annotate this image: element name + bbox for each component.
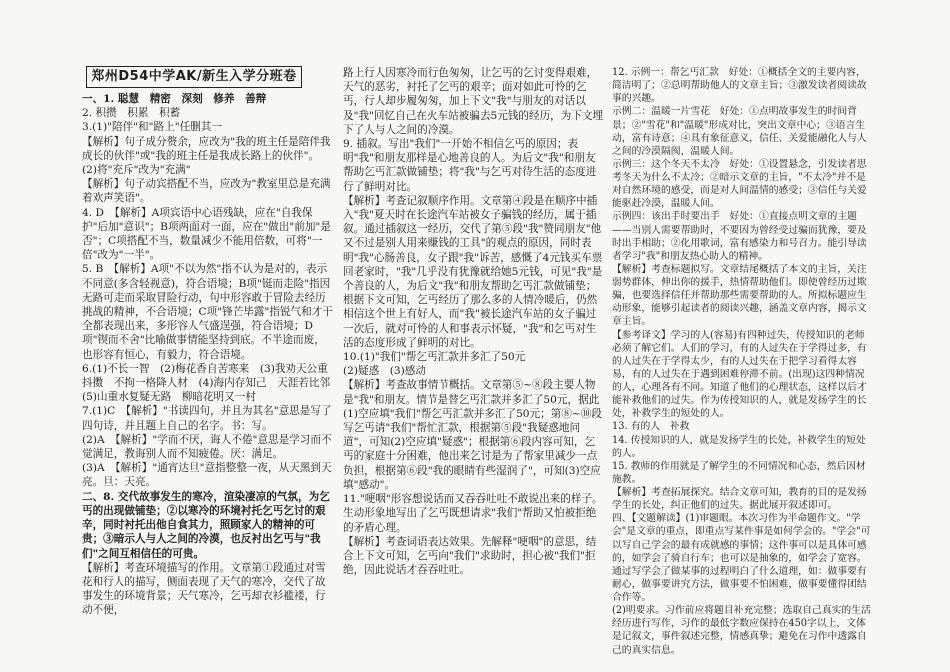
col3-paragraph: 14. 传授知识的人，就是发扬学生的长处，补救学生的短处的人。	[612, 434, 866, 459]
col1-paragraph: 3.(1)"陪伴"和"路上"任删其一	[82, 121, 222, 134]
col2-paragraph: 路上行人因寒冷而行色匆匆，让乞丐的乞讨变得艰难，天气的恶劣，衬托了乞丐的艰辛；面对如此可怜的乞丐，行人却步履匆匆，加上下文"我"与朋友的对话以及"我"回忆自己在火车站被骗去5元钱的经历，为下文埋下了人与人之间的冷漠。	[343, 67, 604, 136]
col1-paragraph: 一、1. 聪慧 精密 深刻 修养 善辩	[82, 93, 267, 105]
col1-paragraph: 二、8. 交代故事发生的寒冷，渲染凄凉的气氛，为乞丐的出现做铺垫；②以寒冷的环境衬托乞丐乞讨的艰辛，同时衬托出他自食其力，照顾家人的精神的可贵；③暗示人与人之间的冷漠，也反衬出乞丐与"我们"之间互相信任的可贵。	[82, 490, 330, 560]
col1-paragraph: 【解析】句子成分赘余，应改为"我的班主任是陪伴我成长的伙伴"或"我的班主任是我成长路上的伙伴"。	[82, 135, 331, 162]
col1-paragraph: 7.(1)C 【解析】"书读四句，并且为其名"意思是写了四句诗，并且题上自己的名字。书：写。	[82, 405, 332, 432]
col3-paragraph: 15. 教师的作用就是了解学生的不同情况和心态，然后因材施教。	[612, 460, 866, 485]
col1-paragraph: 【解析】考查环境描写的作用。文章第①段通过对雪花和行人的描写，侧面表现了天气的寒冷，交代了故事发生的环境背景；天气寒冷，乞丐却衣衫褴褛，行动不便，	[82, 561, 326, 617]
col3-paragraph: 【解析】考查标题拟写。文章结尾概括了本文的主旨，关注弱势群体，伸出你的援手，热情帮助他们。即使曾经历过欺骗，也要选择信任并帮助那些需要帮助的人。所拟标题应生动形象，能够引起读者的阅读兴趣，涵盖文章内容，揭示文章主旨。	[612, 263, 867, 328]
col2-paragraph: (2)疑惑 (3)感动	[343, 365, 426, 378]
col2-paragraph: 【解析】考查记叙顺序作用。文章第④段是在顺序中插入"我"夏天时在长途汽车站被女子骗钱的经历，属于插叙。通过插叙这一经历，交代了第⑤段"我"赞同朋友"他又不过是别人用来赚钱的工具"的观点的原因，同时表明"我"心肠善良，女子跟"我"诉苦，感慨了4元钱买车票回老家时，"我"几乎没有犹豫就给她5元钱，可见"我"是个善良的人，为后文"我"和朋友帮助乞丐汇款做铺垫；根据下文可知，乞丐经历了那么多的人情冷暖后，仍然相信这个世上有好人，而"我"被长途汽车站的女子骗过一次后，就对可怜的人和事表示怀疑，"我"和乞丐对生活的态度形成了鲜明的对比。	[343, 194, 603, 349]
col1-paragraph: (2)A 【解析】"学而不厌，诲人不倦"意思是学习而不觉满足，教诲别人而不知疲倦。厌：满足。	[82, 433, 332, 461]
col2-paragraph: 【解析】考查词语表达效果。先解释"哽咽"的意思，结合上下文可知，乞丐向"我们"求助时，担心被"我们"拒绝，因此说话才吞吞吐吐。	[343, 535, 597, 577]
exam-title: 郑州D54中学AK/新生入学分班卷	[86, 66, 302, 88]
col3-paragraph: 示例三：这个冬天不太冷 好处：①设置悬念，引发读者思考冬天为什么不太冷；②暗示文章的主旨，"不太冷"并不是对自然环境的感受，而是对人间温情的感受；③信任与关爱能驱赶冷漠，温暖人间。	[612, 158, 867, 210]
col3-paragraph: 四、【文题解读】(1)审题眼。本次习作为半命题作文。"学会"是文章的重点，即重点写某件事是如何学会的。"学会"可以写自己学会的最有成就感的事情；这件事可以是具体可感的，如学会了骑自行车；也可以是抽象的，如学会了宽容。通过写学会了做某事的过程明白了什么道理，如：做事要有耐心，做事要讲究方法，做事要不怕困难，做事要懂得团结合作等。	[612, 513, 871, 603]
col1-paragraph: 【解析】句子动宾搭配不当，应改为"教室里总是充满着欢声笑语"。	[82, 178, 331, 205]
col1-paragraph: 5. B 【解析】A项"不以为然"指不认为是对的，表示不同意(多含轻视意)，符合语境；B项"铤而走险"指因无路可走而采取冒险行动，句中形容敢于冒险去经历挑战的精神，不合语境；C项"锋芒毕露"指锐气和才干全都表现出来，多形容人气盛逞强，符合语境；D项"锲而不舍"比喻做事情能坚持到底。不半途而废，也形容有恒心，有毅力，符合语境。	[82, 263, 333, 361]
col3-paragraph: 【解析】考查拓展探究。结合文章可知，教育的目的是发扬学生的长处，纠正他们的过失。据此展开叙述即可。	[612, 487, 867, 512]
col3-paragraph: 示例二：温暖一片雪花 好处：①点明故事发生的时间背景；②"雪花"和"温暖"形成对比，突出文章中心；③语言生动，富有诗意；④具有象征意义，信任、关爱能融化人与人之间的冷漠隔阂，温暖人间。	[612, 106, 867, 157]
col3-paragraph: 【参考译文】学习的人(容易)有四种过失，传授知识的老师必须了解它们。人们的学习，有的人过失在于学得过多，有的人过失在于学得太少，有的人过失在于把学习看得太容易，有的人过失在于遇到困难停滞不前。(出现)这四种情况的人，心理各有不同。知道了他们的心理状态，这样以后才能补救他们的过失。作为传授知识的人，就是发扬学生的长处，补救学生的短处的人。	[612, 329, 867, 420]
col2-paragraph: 10.(1)"我们"帮乞丐汇款并多汇了50元	[343, 351, 526, 364]
col3-paragraph: 13. 有的人 补救	[612, 421, 690, 433]
col3-paragraph: 12. 示例一：帮乞丐汇款 好处：①概括全文的主要内容，简洁明了；②总明帮助他人的文章主旨；③激发读者阅读故事的兴趣。	[612, 67, 867, 105]
col1-paragraph: 6.(1)不长一智 (2)梅花香自苦寒来 (3)我劝天公重抖擞 不拘一格降人材 (4)海内存知己 天涯若比邻 (5)山重水复疑无路 柳暗花明又一村	[82, 362, 341, 404]
col1-paragraph: (2)将"充斥"改为"充满"	[82, 164, 191, 177]
col3-paragraph: 示例四：该出手时要出手 好处：①直接点明文章的主题——当别人需要帮助时，不要因为曾经受过骗而犹豫，要及时出手相助；②化用歌词，富有感染力和号召力。能引导读者学习"我"和朋友热心助人的精神。	[612, 211, 867, 262]
col2-paragraph: 9. 插叙。写出"我们"一开始不相信乞丐的原因；表明"我"和朋友那样是心地善良的人。为后文"我"和朋友帮助乞丐汇款做铺垫；将"我"与乞丐对待生活的态度进行了鲜明对比。	[343, 138, 597, 193]
col1-paragraph: 2. 积攒 积累 积蓄	[82, 107, 181, 120]
column-2	[343, 66, 605, 577]
column-1	[82, 92, 341, 618]
col3-paragraph: (2)明要求。习作前应将题目补充完整；选取自己真实的生活经历进行写作，习作的最低字数应保持在450字以上，文体是记叙文，事件叙述完整，情感真挚；避免在习作中透露自己的真实信息。	[612, 605, 871, 656]
col1-paragraph: (3)A 【解析】"通宵达旦"意指整整一夜，从天黑到天亮。旦：天亮。	[82, 462, 332, 489]
col2-paragraph: 【解析】考查故事情节概括。文章第⑤~⑧段主要人物是"我"和朋友。情节是替乞丐汇款并多汇了50元，据此(1)空应填"我们"帮乞丐汇款并多汇了50元；第⑧~⑩段写乞丐请"我们"帮忙汇款，根据第⑤段"我疑惑地问道"，可知(2)空应填"疑惑"；根据第⑥段内容可知，乞丐的家庭十分困难，他出来乞讨是为了帮家里减少一点负担，根据第⑥段"我的眼睛有些湿润了"，可知(3)空应填"感动"。	[343, 379, 602, 491]
col2-paragraph: 11."哽咽"形容想说话而又吞吞吐吐不敢说出来的样子。生动形象地写出了乞丐既想请求"我们"帮助又怕被拒绝的矛盾心理。	[343, 493, 603, 534]
column-3	[612, 66, 874, 657]
col1-paragraph: 4. D 【解析】A项宾语中心语残缺，应在"自我保护"后加"意识"；B项两面对一面，应在"做出"前加"是否"；C项搭配不当，数量减少不能用倍数，可将"一倍"改为"一半"。	[82, 206, 331, 262]
